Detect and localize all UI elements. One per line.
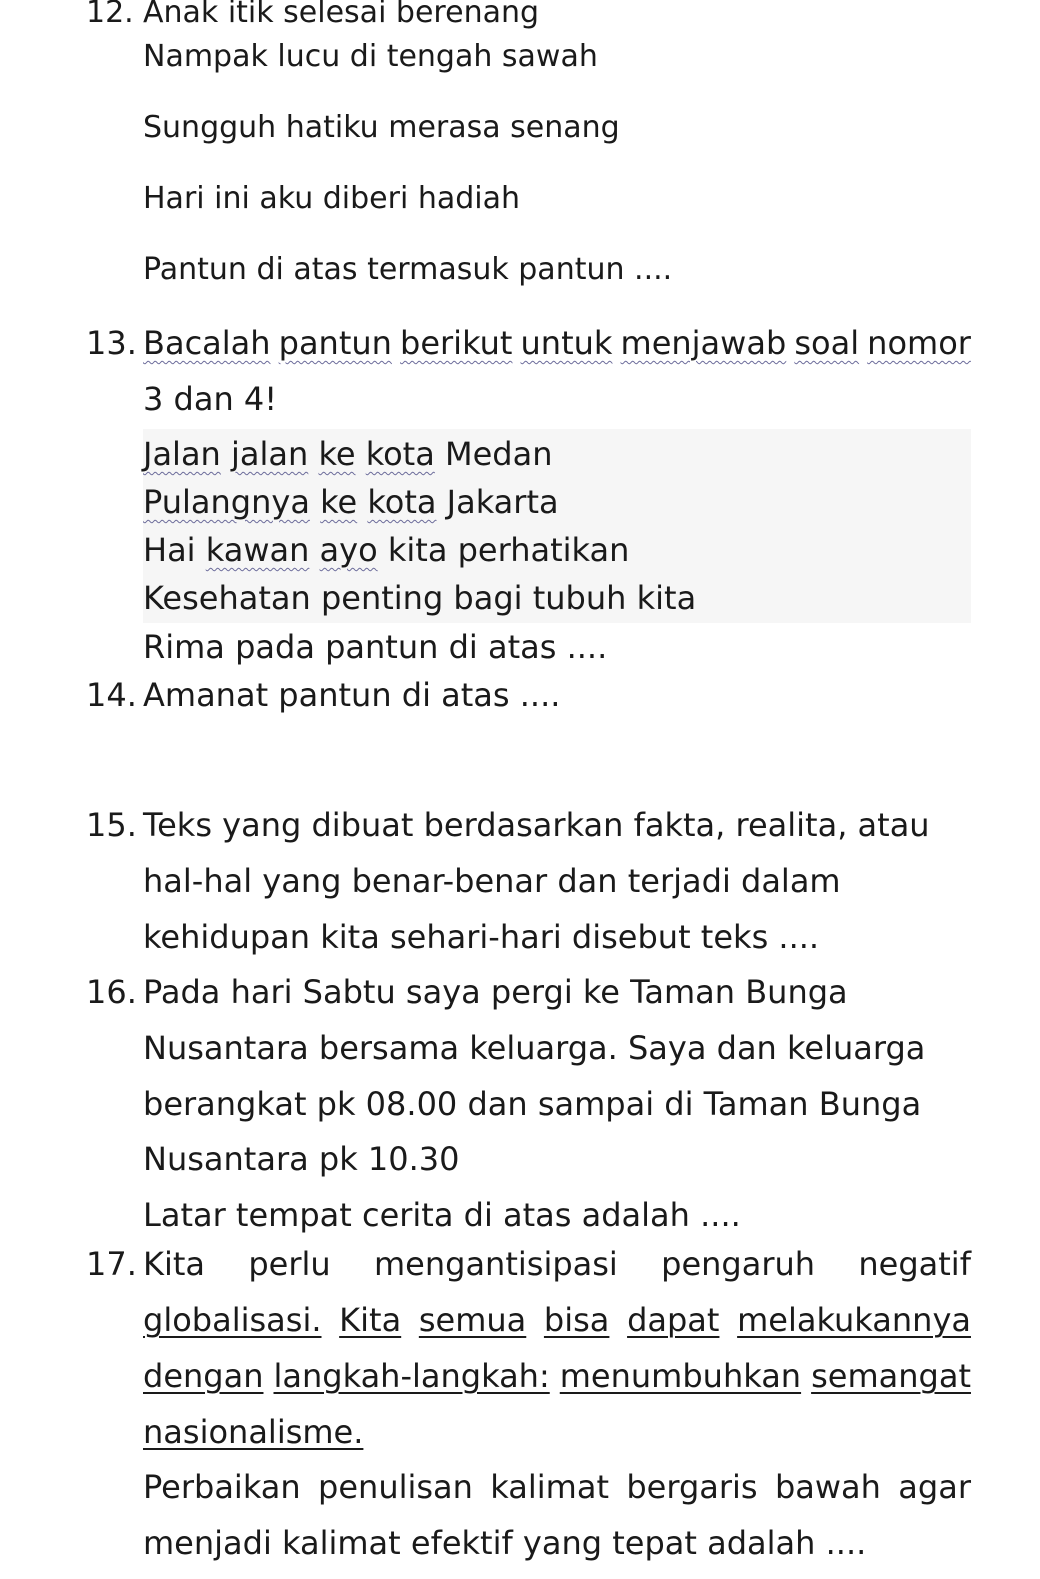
q17-line-2: [143, 1301, 971, 1339]
q17-underlined-word: semua: [418, 1301, 527, 1339]
q14-question: Amanat pantun di atas ....: [143, 676, 561, 714]
q17-underlined-word: Kita: [339, 1301, 402, 1339]
q13-word: soal: [794, 324, 860, 362]
q12-line-3: Sungguh hatiku merasa senang: [143, 110, 620, 145]
q17-underlined-word: melakukannya: [737, 1301, 971, 1339]
pantun-word: kota: [365, 435, 435, 473]
q17-underlined-word: langkah-langkah:: [273, 1357, 550, 1395]
q15-line-2: hal-hal yang benar-benar dan terjadi dalam: [143, 862, 841, 900]
pantun-word: ke: [320, 483, 358, 521]
q17-underlined-word: dengan: [143, 1357, 264, 1395]
q12-number: 12.: [86, 0, 134, 30]
q16-line-3: berangkat pk 08.00 dan sampai di Taman Bunga: [143, 1085, 922, 1123]
q13-word: untuk: [520, 324, 613, 362]
q13-question: Rima pada pantun di atas ....: [143, 628, 608, 666]
q17-word: penulisan: [318, 1468, 473, 1506]
q17-word: globalisasi.: [143, 1301, 322, 1339]
q16-line-4: Nusantara pk 10.30: [143, 1140, 460, 1178]
pantun-word: Jalan: [143, 435, 221, 473]
q17-word: Perbaikan: [143, 1468, 301, 1506]
pantun-line-1: [143, 435, 553, 473]
pantun-word: kawan: [205, 531, 310, 569]
pantun-word: ayo: [319, 531, 378, 569]
q17-word: kalimat: [490, 1468, 609, 1506]
q17-underlined-word: dapat: [627, 1301, 720, 1339]
pantun-line-4: Kesehatan penting bagi tubuh kita: [143, 579, 697, 617]
q17-word: mengantisipasi: [373, 1245, 618, 1283]
q17-word: perlu: [248, 1245, 331, 1283]
pantun-word: ke: [318, 435, 356, 473]
q17-word: pengaruh: [661, 1245, 816, 1283]
pantun-word: jalan: [231, 435, 309, 473]
pantun-line-2: [143, 483, 559, 521]
q17-word: agar: [898, 1468, 971, 1506]
q17-word: negatif: [858, 1245, 971, 1283]
q15-line-3: kehidupan kita sehari-hari disebut teks ....: [143, 918, 820, 956]
q13-word: nomor: [867, 324, 971, 362]
q16-line-1: Pada hari Sabtu saya pergi ke Taman Bunga: [143, 973, 848, 1011]
pantun-line-3: [143, 531, 630, 569]
q13-instruction-line-1: [143, 324, 971, 362]
q15-number: 15.: [86, 806, 137, 844]
q12-line-1: Anak itik selesai berenang: [143, 0, 540, 30]
pantun-word: kita perhatikan: [387, 531, 630, 569]
q17-line-3: [143, 1357, 971, 1395]
q13-number: 13.: [86, 324, 137, 362]
q16-question: Latar tempat cerita di atas adalah ....: [143, 1196, 741, 1234]
q17-word: bergaris: [626, 1468, 758, 1506]
q17-word: Kita: [143, 1245, 206, 1283]
q17-line-5: [143, 1468, 971, 1506]
pantun-word: kota: [367, 483, 437, 521]
q12-question: Pantun di atas termasuk pantun ....: [143, 252, 673, 287]
q16-number: 16.: [86, 973, 137, 1011]
q17-word: bawah: [774, 1468, 881, 1506]
q13-instruction-line-2: 3 dan 4!: [143, 380, 278, 418]
q17-underlined-word: menumbuhkan: [559, 1357, 802, 1395]
q16-line-2: Nusantara bersama keluarga. Saya dan keluarga: [143, 1029, 926, 1067]
q15-line-1: Teks yang dibuat berdasarkan fakta, realita, atau: [143, 806, 930, 844]
q17-question: menjadi kalimat efektif yang tepat adalah ....: [143, 1524, 867, 1562]
q17-underlined-word: bisa: [543, 1301, 610, 1339]
q13-word: pantun: [278, 324, 392, 362]
q13-word: berikut: [400, 324, 513, 362]
pantun-word: Medan: [445, 435, 553, 473]
pantun-word: Jakarta: [446, 483, 559, 521]
q17-line-4: nasionalisme.: [143, 1413, 364, 1451]
q17-number: 17.: [86, 1245, 137, 1283]
q12-line-4: Hari ini aku diberi hadiah: [143, 181, 521, 216]
q13-word: Bacalah: [143, 324, 271, 362]
q17-underlined-word: semangat: [811, 1357, 971, 1395]
q17-line-1: [143, 1245, 971, 1283]
pantun-word: Hai: [143, 531, 196, 569]
pantun-word: Pulangnya: [143, 483, 310, 521]
q12-line-2: Nampak lucu di tengah sawah: [143, 39, 598, 74]
q14-number: 14.: [86, 676, 137, 714]
q13-word: menjawab: [620, 324, 787, 362]
